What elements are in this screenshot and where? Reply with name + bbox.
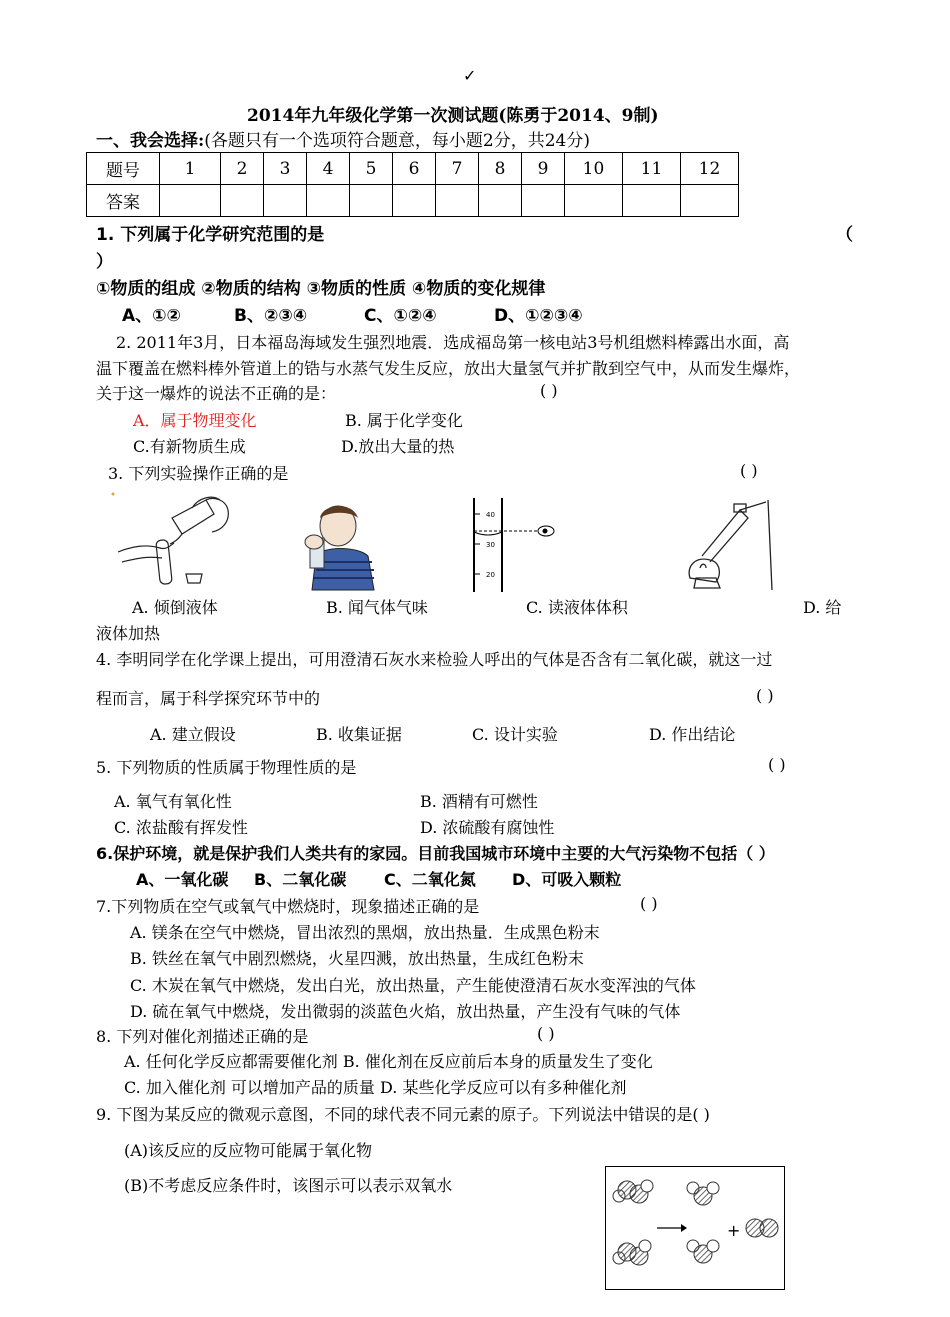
tick-label-30: 30 xyxy=(486,541,495,549)
table-cell: 5 xyxy=(350,153,393,185)
q1-bracket-close: ） xyxy=(96,252,113,272)
q2-option-c: C.有新物质生成 xyxy=(133,437,246,456)
q5-bracket: ( ) xyxy=(768,755,786,774)
q1-option-a: A、①② xyxy=(122,306,181,326)
section-heading xyxy=(96,126,590,151)
checkmark: ✓ xyxy=(463,66,477,85)
q1-items: ①物质的组成 ②物质的结构 ③物质的性质 ④物质的变化规律 xyxy=(96,279,546,299)
q7-stem: 7.下列物质在空气或氧气中燃烧时，现象描述正确的是 xyxy=(96,897,480,916)
q4-option-d: D. 作出结论 xyxy=(649,725,736,744)
q8-line2: C. 加入催化剂 可以增加产品的质量 D. 某些化学反应可以有多种催化剂 xyxy=(124,1078,627,1097)
q5-option-b: B. 酒精有可燃性 xyxy=(420,792,538,811)
answer-cell[interactable] xyxy=(479,185,522,217)
q1-option-d: D、①②③④ xyxy=(494,306,583,326)
answer-cell[interactable] xyxy=(565,185,623,217)
q6-option-c: C、二氧化氮 xyxy=(384,870,476,889)
q3-caption-b: B. 闻气体气味 xyxy=(326,598,428,617)
q1-option-c: C、①②④ xyxy=(364,306,437,326)
table-cell: 11 xyxy=(623,153,681,185)
q5-stem: 5. 下列物质的性质属于物理性质的是 xyxy=(96,758,357,777)
answer-table xyxy=(86,152,739,217)
q8-bracket: ( ) xyxy=(537,1024,555,1043)
answer-cell[interactable] xyxy=(221,185,264,217)
table-cell: 3 xyxy=(264,153,307,185)
q9-stem: 9. 下图为某反应的微观示意图，不同的球代表不同元素的原子。下列说法中错误的是( ) xyxy=(96,1105,710,1124)
q6-option-d: D、可吸入颗粒 xyxy=(512,870,622,889)
answer-cell[interactable] xyxy=(436,185,479,217)
table-cell: 6 xyxy=(393,153,436,185)
answer-cell[interactable] xyxy=(522,185,565,217)
q4-line2: 程而言，属于科学探究环节中的 xyxy=(96,689,321,708)
q3-caption-d-wrap: 液体加热 xyxy=(96,624,161,643)
table-row xyxy=(87,153,739,185)
answer-cell[interactable] xyxy=(393,185,436,217)
q3-caption-c: C. 读液体体积 xyxy=(526,598,628,617)
q6-stem: 6.保护环境，就是保护我们人类共有的家园。目前我国城市环境中主要的大气污染物不包括（ ） xyxy=(96,844,775,863)
q3-bracket: ( ) xyxy=(740,461,758,480)
reading-volume-illustration xyxy=(462,496,562,596)
q3-caption-a: A. 倾倒液体 xyxy=(132,598,218,617)
q2-bracket: ( ) xyxy=(540,381,558,400)
q7-option-b: B. 铁丝在氧气中剧烈燃烧，火星四溅，放出热量，生成红色粉末 xyxy=(130,949,584,968)
q9-option-b: (B)不考虑反应条件时，该图示可以表示双氧水 xyxy=(124,1176,453,1195)
q2-line3: 关于这一爆炸的说法不正确的是： xyxy=(96,384,337,403)
table-cell: 12 xyxy=(681,153,739,185)
q6-option-b: B、二氧化碳 xyxy=(254,870,347,889)
q5-option-d: D. 浓硫酸有腐蚀性 xyxy=(420,818,555,837)
table-row xyxy=(87,185,739,217)
table-cell: 7 xyxy=(436,153,479,185)
q2-option-b: B. 属于化学变化 xyxy=(345,411,463,430)
pouring-liquid-illustration xyxy=(108,488,236,590)
q3-stem: 3. 下列实验操作正确的是 xyxy=(108,464,289,483)
answer-cell[interactable] xyxy=(681,185,739,217)
q3-caption-d: D. 给 xyxy=(803,598,842,617)
q1-stem: 1. 下列属于化学研究范围的是 xyxy=(96,225,325,245)
page-title: 2014年九年级化学第一次测试题(陈勇于2014、9制) xyxy=(247,106,659,126)
q2-line1: 2. 2011年3月，日本福岛海域发生强烈地震．选成福岛第一核电站3号机组燃料棒露出水面，高 xyxy=(116,333,790,352)
plus-sign: + xyxy=(727,1221,741,1240)
answer-cell[interactable] xyxy=(160,185,221,217)
q7-option-c: C. 木炭在氧气中燃烧，发出白光，放出热量，产生能使澄清石灰水变浑浊的气体 xyxy=(130,976,696,995)
q7-option-a: A. 镁条在空气中燃烧，冒出浓烈的黑烟，放出热量．生成黑色粉末 xyxy=(130,923,600,942)
tick-label-40: 40 xyxy=(486,511,495,519)
table-cell: 9 xyxy=(522,153,565,185)
answer-cell[interactable] xyxy=(307,185,350,217)
q7-bracket: ( ) xyxy=(640,894,658,913)
q8-line1: A. 任何化学反应都需要催化剂 B. 催化剂在反应前后本身的质量发生了变化 xyxy=(124,1052,653,1071)
q8-stem: 8. 下列对催化剂描述正确的是 xyxy=(96,1027,309,1046)
table-cell: 10 xyxy=(565,153,623,185)
q4-option-a: A. 建立假设 xyxy=(150,725,236,744)
answer-cell[interactable] xyxy=(264,185,307,217)
table-header-cell: 题号 xyxy=(87,153,160,185)
table-cell: 4 xyxy=(307,153,350,185)
q4-option-b: B. 收集证据 xyxy=(316,725,402,744)
q1-bracket-open: （ xyxy=(836,225,853,245)
q9-option-a: (A)该反应的反应物可能属于氧化物 xyxy=(124,1141,373,1160)
answer-cell[interactable] xyxy=(623,185,681,217)
q2-option-a: A．属于物理变化 xyxy=(133,411,257,430)
table-cell: 2 xyxy=(221,153,264,185)
smelling-gas-illustration xyxy=(292,498,388,592)
table-cell: 8 xyxy=(479,153,522,185)
q4-bracket: ( ) xyxy=(756,686,774,705)
q4-option-c: C. 设计实验 xyxy=(472,725,558,744)
q5-option-a: A. 氧气有氧化性 xyxy=(114,792,232,811)
heating-liquid-illustration xyxy=(676,492,778,602)
q4-line1: 4. 李明同学在化学课上提出，可用澄清石灰水来检验人呼出的气体是否含有二氧化碳，就这一过 xyxy=(96,650,773,669)
section-heading-label: 一、我会选择: xyxy=(96,131,205,151)
answer-cell[interactable] xyxy=(350,185,393,217)
table-header-cell: 答案 xyxy=(87,185,160,217)
q6-option-a: A、一氧化碳 xyxy=(136,870,229,889)
table-cell: 1 xyxy=(160,153,221,185)
reaction-microscopic-diagram xyxy=(605,1166,785,1290)
section-heading-note: (各题只有一个选项符合题意，每小题2分，共24分) xyxy=(204,131,590,151)
q2-option-d: D.放出大量的热 xyxy=(341,437,455,456)
q2-line2: 温下覆盖在燃料棒外管道上的锆与水蒸气发生反应，放出大量氢气并扩散到空气中，从而发生爆炸， xyxy=(96,359,801,378)
tick-label-20: 20 xyxy=(486,571,495,579)
q7-option-d: D. 硫在氧气中燃烧，发出微弱的淡蓝色火焰，放出热量，产生没有气味的气体 xyxy=(130,1002,681,1021)
q1-option-b: B、②③④ xyxy=(234,306,308,326)
q5-option-c: C. 浓盐酸有挥发性 xyxy=(114,818,248,837)
